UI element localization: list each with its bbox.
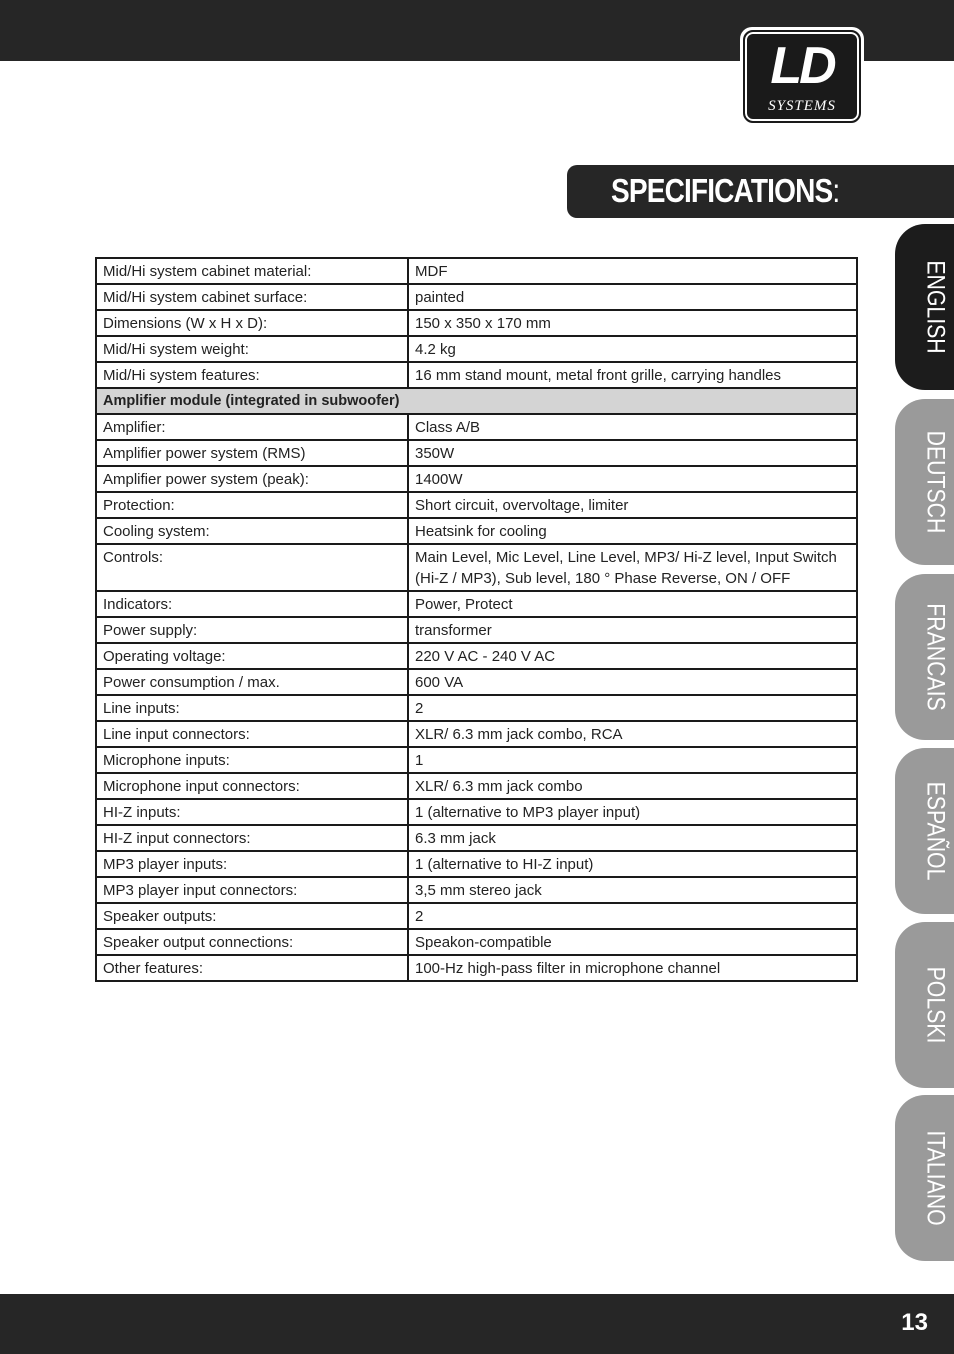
spec-value: 600 VA xyxy=(408,669,857,695)
spec-value: transformer xyxy=(408,617,857,643)
table-row xyxy=(96,617,857,643)
spec-value: Power, Protect xyxy=(408,591,857,617)
spec-value: Class A/B xyxy=(408,414,857,440)
spec-label: Microphone input connectors: xyxy=(96,773,408,799)
spec-value: Short circuit, overvoltage, limiter xyxy=(408,492,857,518)
spec-label: Power consumption / max. xyxy=(96,669,408,695)
spec-value: XLR/ 6.3 mm jack combo, RCA xyxy=(408,721,857,747)
spec-value: 1400W xyxy=(408,466,857,492)
section-title-bar xyxy=(567,165,954,218)
table-row xyxy=(96,362,857,388)
tab-language-polski[interactable] xyxy=(895,922,954,1088)
spec-value: 3,5 mm stereo jack xyxy=(408,877,857,903)
table-row xyxy=(96,799,857,825)
table-row xyxy=(96,851,857,877)
spec-label: Amplifier power system (RMS) xyxy=(96,440,408,466)
table-row xyxy=(96,721,857,747)
tab-label: FRANCAIS xyxy=(921,603,950,711)
spec-value: 2 xyxy=(408,903,857,929)
table-row xyxy=(96,258,857,284)
spec-label: HI-Z input connectors: xyxy=(96,825,408,851)
spec-label: Mid/Hi system weight: xyxy=(96,336,408,362)
logo-sub-text: SYSTEMS xyxy=(768,98,836,114)
spec-label: Amplifier power system (peak): xyxy=(96,466,408,492)
table-section-header xyxy=(96,388,857,414)
ld-systems-logo xyxy=(740,27,864,126)
table-row xyxy=(96,440,857,466)
table-row xyxy=(96,825,857,851)
section-header-cell: Amplifier module (integrated in subwoofer) xyxy=(96,388,857,414)
spec-label: MP3 player inputs: xyxy=(96,851,408,877)
spec-value: 6.3 mm jack xyxy=(408,825,857,851)
table-row xyxy=(96,591,857,617)
table-row xyxy=(96,773,857,799)
spec-label: HI-Z inputs: xyxy=(96,799,408,825)
tab-language-deutsch[interactable] xyxy=(895,399,954,565)
spec-value: 150 x 350 x 170 mm xyxy=(408,310,857,336)
spec-label: Speaker output connections: xyxy=(96,929,408,955)
spec-value: 100-Hz high-pass filter in microphone channel xyxy=(408,955,857,981)
spec-value: 2 xyxy=(408,695,857,721)
spec-value: 1 (alternative to HI-Z input) xyxy=(408,851,857,877)
spec-value: 16 mm stand mount, metal front grille, carrying handles xyxy=(408,362,857,388)
spec-label: Amplifier: xyxy=(96,414,408,440)
spec-value: Speakon-compatible xyxy=(408,929,857,955)
table-row xyxy=(96,643,857,669)
tab-label: DEUTSCH xyxy=(921,430,950,534)
table-row xyxy=(96,544,857,591)
specifications-table-body xyxy=(96,258,857,981)
table-row xyxy=(96,695,857,721)
table-row xyxy=(96,284,857,310)
tab-label: POLSKI xyxy=(921,966,950,1044)
table-row xyxy=(96,903,857,929)
spec-label: MP3 player input connectors: xyxy=(96,877,408,903)
spec-label: Protection: xyxy=(96,492,408,518)
table-row xyxy=(96,518,857,544)
page-title xyxy=(611,172,839,210)
spec-value: 1 xyxy=(408,747,857,773)
tab-language-francais[interactable] xyxy=(895,574,954,740)
spec-value: painted xyxy=(408,284,857,310)
spec-value: 4.2 kg xyxy=(408,336,857,362)
tab-label: ENGLISH xyxy=(921,260,950,354)
page-number: 13 xyxy=(901,1309,928,1336)
spec-label: Mid/Hi system cabinet material: xyxy=(96,258,408,284)
spec-label: Speaker outputs: xyxy=(96,903,408,929)
spec-label: Power supply: xyxy=(96,617,408,643)
table-row xyxy=(96,929,857,955)
spec-value: Main Level, Mic Level, Line Level, MP3/ Hi-Z level, Input Switch (Hi-Z / MP3), Sub level, 180 ° Phase Reverse, ON / OFF xyxy=(408,544,857,591)
tab-label: ITALIANO xyxy=(921,1130,950,1226)
table-row xyxy=(96,336,857,362)
spec-value: MDF xyxy=(408,258,857,284)
spec-label: Line input connectors: xyxy=(96,721,408,747)
table-row xyxy=(96,747,857,773)
spec-label: Indicators: xyxy=(96,591,408,617)
tab-language-italiano[interactable] xyxy=(895,1095,954,1261)
spec-label: Microphone inputs: xyxy=(96,747,408,773)
logo-badge xyxy=(743,30,861,123)
spec-value: XLR/ 6.3 mm jack combo xyxy=(408,773,857,799)
spec-label: Cooling system: xyxy=(96,518,408,544)
specifications-table xyxy=(95,257,858,982)
spec-label: Mid/Hi system features: xyxy=(96,362,408,388)
page-title-text: SPECIFICATIONS xyxy=(611,172,833,209)
spec-label: Mid/Hi system cabinet surface: xyxy=(96,284,408,310)
table-row xyxy=(96,669,857,695)
table-row xyxy=(96,414,857,440)
spec-label: Controls: xyxy=(96,544,408,591)
spec-value: 220 V AC - 240 V AC xyxy=(408,643,857,669)
table-row xyxy=(96,877,857,903)
spec-label: Other features: xyxy=(96,955,408,981)
logo-main-text: LD xyxy=(770,37,834,95)
spec-value: 350W xyxy=(408,440,857,466)
spec-label: Dimensions (W x H x D): xyxy=(96,310,408,336)
spec-label: Operating voltage: xyxy=(96,643,408,669)
tab-language-english[interactable] xyxy=(895,224,954,390)
page-title-colon: : xyxy=(832,172,840,209)
table-row xyxy=(96,466,857,492)
tab-label: ESPAÑOL xyxy=(921,781,950,881)
spec-label: Line inputs: xyxy=(96,695,408,721)
bottom-bar xyxy=(0,1294,954,1354)
table-row xyxy=(96,492,857,518)
table-row xyxy=(96,310,857,336)
spec-value: Heatsink for cooling xyxy=(408,518,857,544)
tab-language-espaol[interactable] xyxy=(895,748,954,914)
table-row xyxy=(96,955,857,981)
spec-value: 1 (alternative to MP3 player input) xyxy=(408,799,857,825)
